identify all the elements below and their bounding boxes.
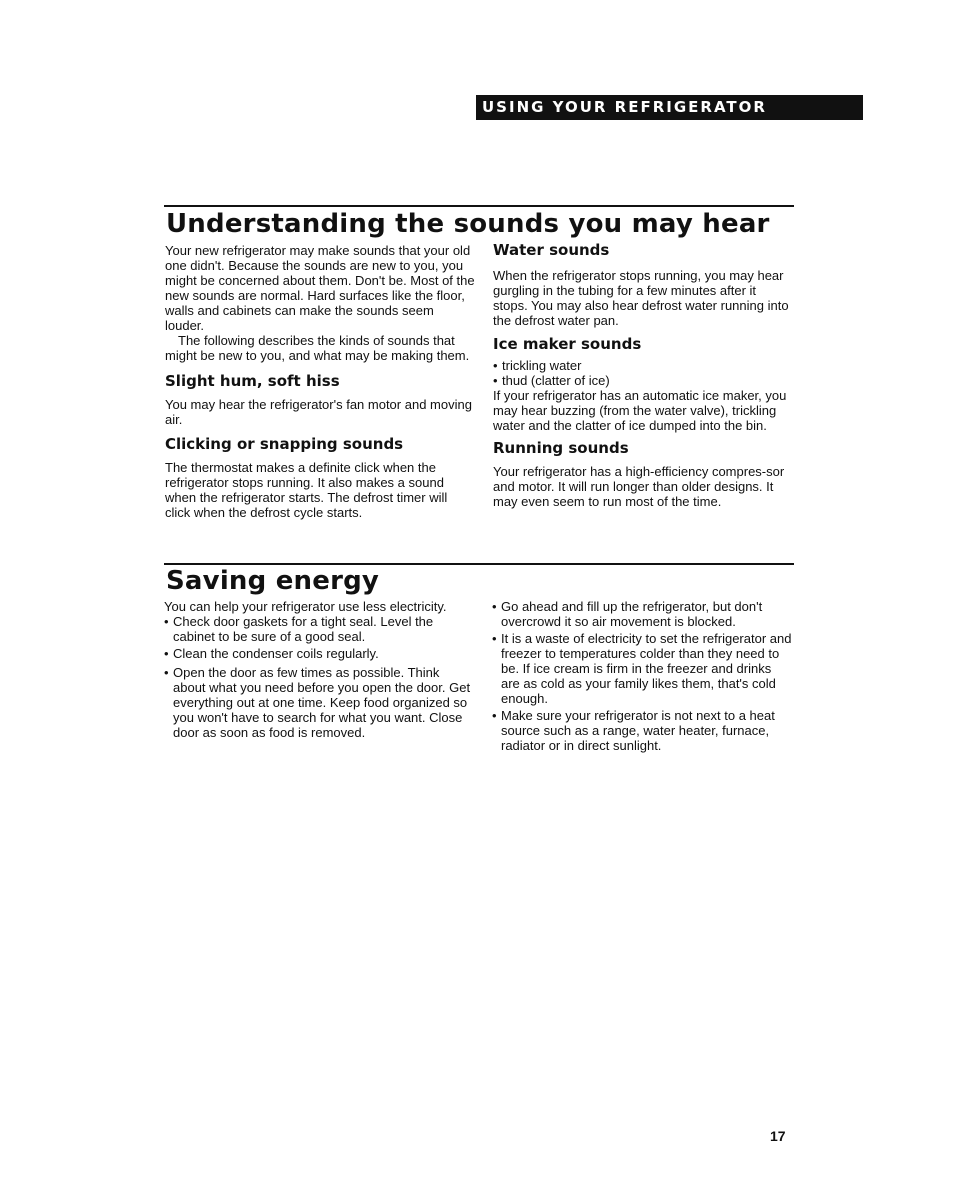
list-item: • Make sure your refrigerator is not next to a heat source such as a range, water heater, furnace, radiator or in direct sunlight. xyxy=(492,708,792,753)
energy-intro: You can help your refrigerator use less electricity. xyxy=(164,599,447,614)
list-item: • Check door gaskets for a tight seal. Level the cabinet to be sure of a good seal. xyxy=(164,614,472,644)
energy-bullets-right xyxy=(492,599,792,753)
section-divider xyxy=(164,205,794,207)
ice-maker-text: If your refrigerator has an automatic ice maker, you may hear buzzing (from the water valve), trickling water and the clatter of ice dumped into the bin. xyxy=(493,388,787,433)
running-text: Your refrigerator has a high-efficiency compres-sor and motor. It will run longer than older designs. It may even seem to run most of the time. xyxy=(493,464,785,509)
energy-title: Saving energy xyxy=(166,566,380,596)
list-item: • Clean the condenser coils regularly. xyxy=(164,646,472,661)
sounds-intro: Your new refrigerator may make sounds that your old one didn't. Because the sounds are new to you, you might be concerned about them. Don't be. Most of the new sounds are normal. Hard surfaces like the floor, walls and cabinets can make the sounds seem louder. xyxy=(165,243,475,333)
list-item: • thud (clatter of ice) xyxy=(493,373,793,388)
energy-right-column xyxy=(492,599,792,753)
list-item: • Go ahead and fill up the refrigerator, but don't overcrowd it so air movement is blocked. xyxy=(492,599,792,629)
page-number: 17 xyxy=(770,1128,786,1144)
sounds-intro-2: The following describes the kinds of sounds that might be new to you, and what may be making them. xyxy=(165,333,470,363)
water-heading: Water sounds xyxy=(493,241,610,259)
list-item: • trickling water xyxy=(493,358,793,373)
list-item: • It is a waste of electricity to set the refrigerator and freezer to temperatures colder than they need to be. If ice cream is firm in the freezer and drinks are as cold as your family likes them, that's cold enough. xyxy=(492,631,792,706)
slight-hum-heading: Slight hum, soft hiss xyxy=(165,372,340,390)
energy-left-column xyxy=(164,599,472,740)
slight-hum-text: You may hear the refrigerator's fan motor and moving air. xyxy=(165,397,472,427)
energy-bullets-left xyxy=(164,614,472,740)
ice-maker-heading: Ice maker sounds xyxy=(493,335,642,353)
sounds-title: Understanding the sounds you may hear xyxy=(166,209,770,239)
clicking-heading: Clicking or snapping sounds xyxy=(165,435,404,453)
running-heading: Running sounds xyxy=(493,439,629,457)
sounds-left-column xyxy=(165,243,475,520)
clicking-text: The thermostat makes a definite click when the refrigerator stops running. It also makes a sound when the refrigerator starts. The defrost timer will click when the defrost cycle starts. xyxy=(165,460,448,520)
section-header-bar: USING YOUR REFRIGERATOR xyxy=(476,95,863,120)
sounds-right-column xyxy=(493,243,793,509)
list-item: • Open the door as few times as possible. Think about what you need before you open the door. Get everything out at one time. Keep food organized so you won't have to search for what you want. Close door as soon as food is removed. xyxy=(164,665,472,740)
ice-maker-bullets xyxy=(493,358,793,388)
section-divider xyxy=(164,563,794,565)
water-text: When the refrigerator stops running, you may hear gurgling in the tubing for a few minutes after it stops. You may also hear defrost water running into the defrost water pan. xyxy=(493,268,789,328)
